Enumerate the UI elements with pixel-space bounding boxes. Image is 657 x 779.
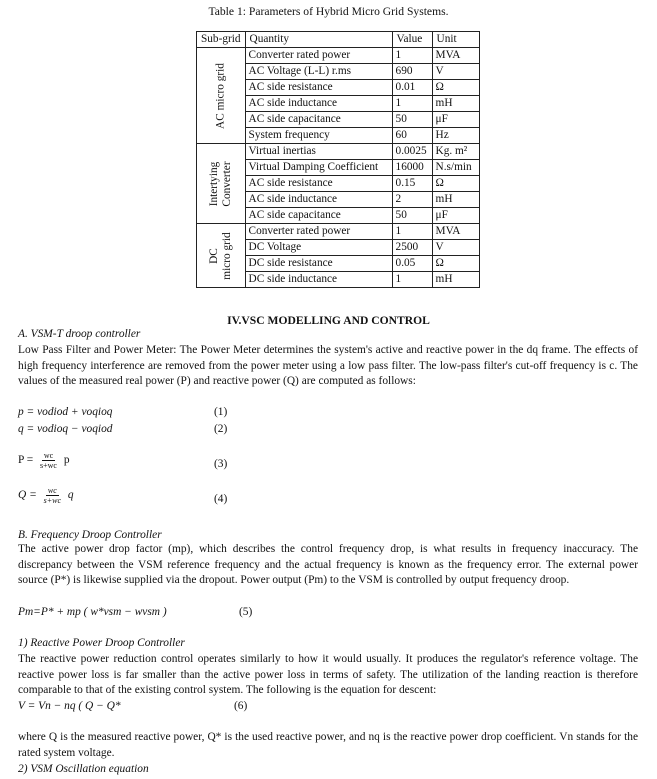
cell-unit: mH [432, 192, 479, 208]
cell-value: 2500 [392, 240, 432, 256]
equation-2 [18, 422, 112, 438]
cell-unit: Hz [432, 128, 479, 144]
cell-unit: MVA [432, 224, 479, 240]
subgrid-label-line: AC micro grid [214, 62, 227, 129]
subgrid-label-line: Converter [220, 160, 233, 207]
subgrid-label-line: Intertying [207, 161, 220, 206]
subsection-b2-title: 2) VSM Oscillation equation [18, 763, 149, 775]
equation-3-fraction [40, 451, 57, 470]
paragraph-where: where Q is the measured reactive power, Q* is the used reactive power, and nq is the reactive power drop coefficient. Vn stands for the rated system voltage. [18, 731, 638, 759]
cell-quantity: DC Voltage [245, 240, 392, 256]
table-row [197, 144, 480, 160]
subgrid-label [214, 63, 227, 129]
cell-value: 1 [392, 272, 432, 288]
subgrid-cell-ac-micro-grid [197, 48, 246, 144]
equation-6-number: (6) [234, 700, 248, 712]
equation-3-numerator: wc [43, 451, 54, 460]
paragraph-b: The active power drop factor (mp), which describes the control frequency drop, is what results in frequency inaccuracy. The discrepancy between the VSM reference frequency and the actual frequency is known as the frequency error. The external power source (P*) is likewise supplied via the dropout. Power output (Pm) to the VSM is controlled by output frequency droop. [18, 543, 638, 587]
subgrid-cell-intertying-converter [197, 144, 246, 224]
table-caption: Table 1: Parameters of Hybrid Micro Grid Systems. [208, 5, 449, 18]
cell-unit: Ω [432, 256, 479, 272]
header-value: Value [392, 32, 432, 48]
cell-quantity: AC side resistance [245, 80, 392, 96]
cell-value: 2 [392, 192, 432, 208]
cell-unit: Kg. m² [432, 144, 479, 160]
equation-2-number: (2) [214, 423, 228, 435]
cell-quantity: Virtual Damping Coefficient [245, 160, 392, 176]
cell-value: 1 [392, 96, 432, 112]
paragraph-b1: The reactive power reduction control operates similarly to how it would usually. It produces the regulator's reference voltage. The reactive power loss is far smaller than the active power loss in terms of safety. The utilization of the landing reaction is therefore comparable to that of the existing control system. The following is the equation for descent: [18, 653, 638, 697]
equation-2-text: q = vodioq − voqiod [18, 423, 113, 435]
cell-value: 1 [392, 48, 432, 64]
equation-3-number: (3) [214, 458, 228, 470]
cell-quantity: Converter rated power [245, 48, 392, 64]
cell-value: 0.05 [392, 256, 432, 272]
cell-value: 0.01 [392, 80, 432, 96]
subgrid-label [208, 161, 234, 206]
cell-value: 1 [392, 224, 432, 240]
parameters-table [196, 31, 480, 288]
equation-5-number: (5) [239, 606, 253, 618]
cell-quantity: AC side capacitance [245, 112, 392, 128]
subsection-b-title: B. Frequency Droop Controller [18, 529, 162, 541]
header-subgrid: Sub-grid [197, 32, 246, 48]
cell-unit: V [432, 64, 479, 80]
header-unit: Unit [432, 32, 479, 48]
cell-unit: Ω [432, 80, 479, 96]
subgrid-label [208, 232, 234, 279]
equation-6 [18, 699, 121, 715]
equation-3-lhs: P = [18, 454, 37, 467]
subgrid-cell-dc-micro-grid [197, 224, 246, 288]
equation-6-text: V = Vn − nq ( Q − Q* [18, 700, 121, 712]
cell-value: 60 [392, 128, 432, 144]
paragraph-a: Low Pass Filter and Power Meter: The Power Meter determines the system's active and reactive power in the dq frame. The effects of high frequency interference are removed from the power meter using a low pass filter. The low-pass filter's cut-off frequency is c. The values of the measured real power (P) and reactive power (Q) are computed as follows: [18, 344, 638, 388]
subsection-a-title: A. VSM-T droop controller [18, 328, 141, 340]
equation-4-numerator: wc [47, 486, 57, 495]
cell-unit: V [432, 240, 479, 256]
cell-quantity: Converter rated power [245, 224, 392, 240]
subgrid-label-line: DC [207, 247, 220, 264]
equation-4-lhs: Q = [18, 489, 40, 502]
cell-quantity: AC side inductance [245, 192, 392, 208]
cell-quantity: System frequency [245, 128, 392, 144]
cell-value: 690 [392, 64, 432, 80]
cell-quantity: AC side inductance [245, 96, 392, 112]
equation-1 [18, 405, 112, 421]
cell-quantity: DC side inductance [245, 272, 392, 288]
cell-quantity: DC side resistance [245, 256, 392, 272]
cell-unit: N.s/min [432, 160, 479, 176]
section-heading: IV.VSC MODELLING AND CONTROL [227, 314, 430, 327]
cell-value: 50 [392, 112, 432, 128]
equation-1-text: p = vodiod + voqioq [18, 406, 113, 418]
equation-3 [18, 451, 70, 470]
equation-5 [18, 605, 167, 621]
equation-4 [18, 486, 74, 505]
equation-1-number: (1) [214, 406, 228, 418]
cell-quantity: AC side resistance [245, 176, 392, 192]
cell-unit: mH [432, 96, 479, 112]
equation-4-number: (4) [214, 493, 228, 505]
cell-quantity: AC Voltage (L-L) r.ms [245, 64, 392, 80]
cell-unit: μF [432, 208, 479, 224]
cell-unit: mH [432, 272, 479, 288]
table-row [197, 48, 480, 64]
cell-unit: MVA [432, 48, 479, 64]
cell-unit: Ω [432, 176, 479, 192]
equation-4-fraction [44, 486, 61, 505]
equation-4-rhs: q [65, 489, 74, 502]
header-quantity: Quantity [245, 32, 392, 48]
cell-quantity: Virtual inertias [245, 144, 392, 160]
equation-5-text: Pm=P* + mp ( w*vsm − wvsm ) [18, 606, 167, 618]
equation-3-rhs: p [60, 454, 70, 467]
cell-value: 0.15 [392, 176, 432, 192]
cell-unit: μF [432, 112, 479, 128]
cell-quantity: AC side capacitance [245, 208, 392, 224]
table-row [197, 224, 480, 240]
equation-3-denominator: s+wc [40, 461, 57, 470]
equation-4-denominator: s+wc [43, 496, 62, 505]
table-header-row [197, 32, 480, 48]
cell-value: 16000 [392, 160, 432, 176]
subgrid-label-line: micro grid [220, 231, 233, 280]
cell-value: 50 [392, 208, 432, 224]
subsection-b1-title: 1) Reactive Power Droop Controller [18, 637, 185, 649]
cell-value: 0.0025 [392, 144, 432, 160]
